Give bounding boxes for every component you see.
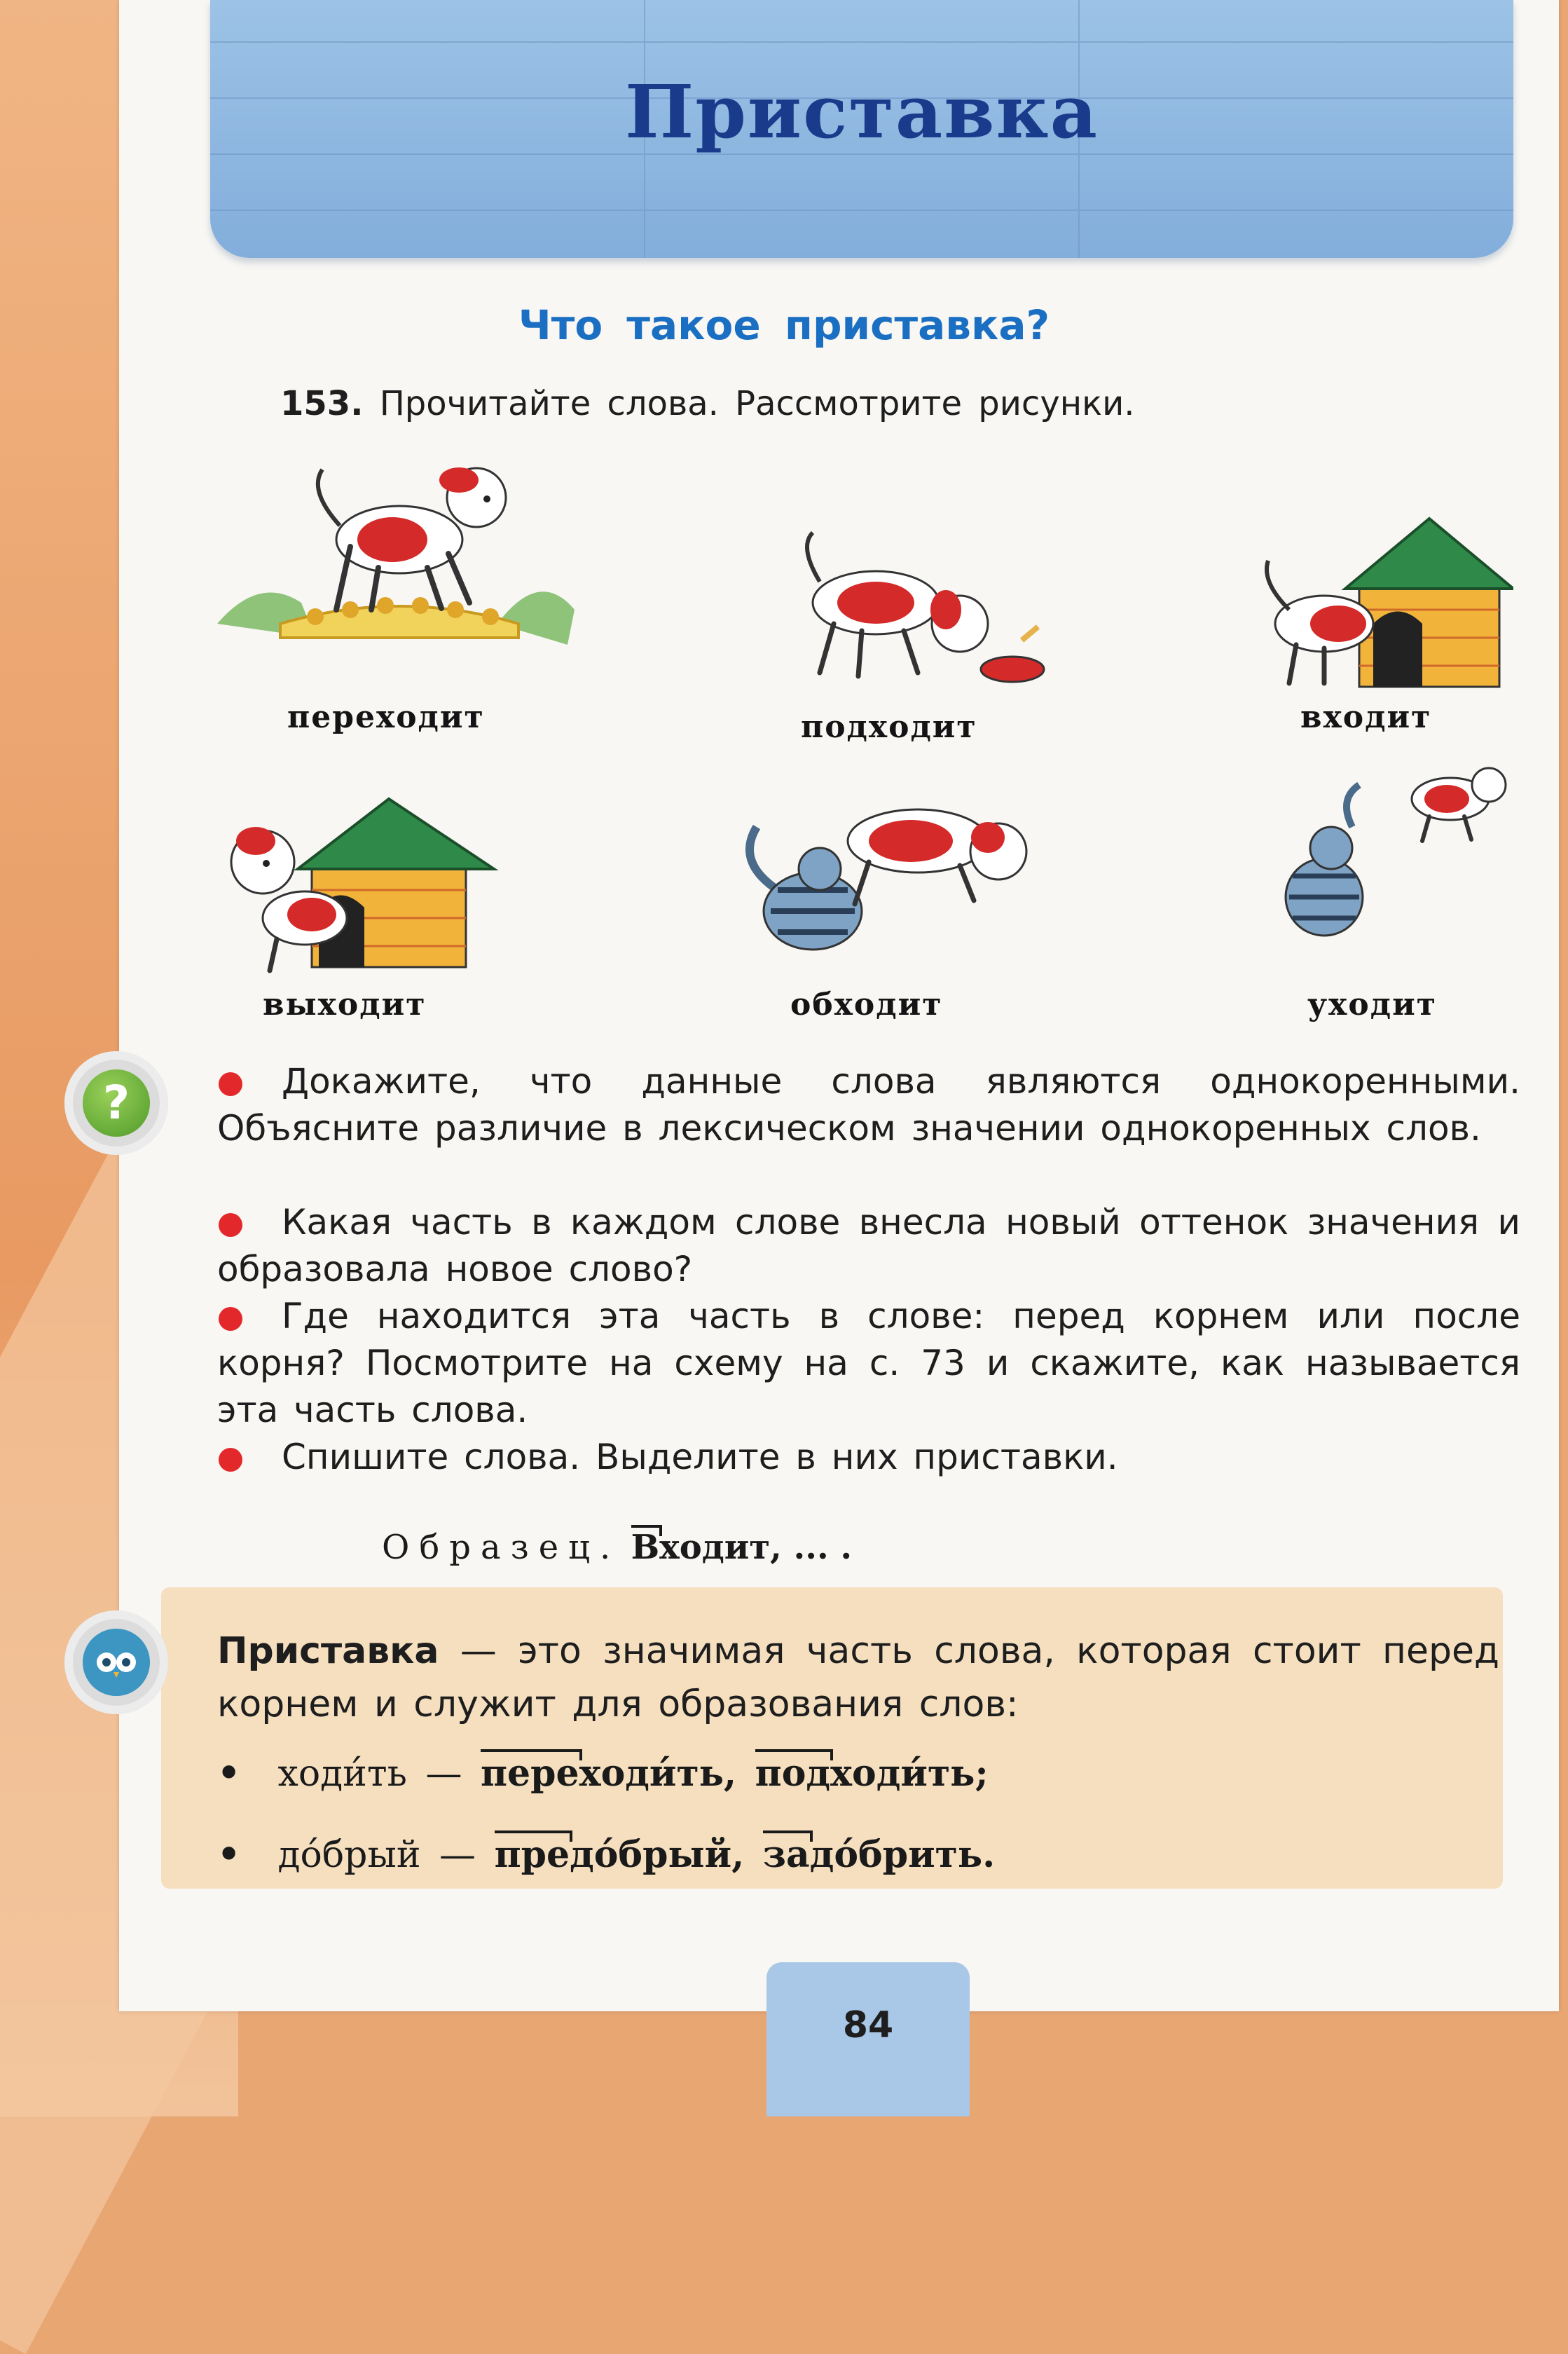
example-base: до́брый [277,1834,421,1876]
task-item: Докажите, что данные слова являются однокоренными. Объясните различие в лексическом значении однокоренных слов. [217,1061,1520,1149]
example-dash: — [425,1753,462,1795]
example-word: предо́брый, [494,1833,745,1876]
example-word: подходи́ть; [755,1752,989,1795]
example-bullet: • [217,1833,241,1876]
exercise-instruction [280,384,1135,423]
caption-3: входит [1300,699,1432,735]
exercise-number: 153. [280,384,364,423]
section-subtitle: Что такое приставка? [518,301,1050,349]
example-word: переходи́ть, [480,1752,737,1795]
sample-word [631,1528,853,1567]
bullet-dot [219,1307,242,1331]
caption-1: переходит [287,699,485,735]
rule-example-2 [217,1833,995,1876]
rule-example-1 [217,1752,989,1795]
example-bullet: • [217,1752,241,1795]
rule-definition [217,1624,1499,1731]
page-title: Приставка [625,69,1099,155]
sample-label: Образец. [382,1528,621,1567]
bullet-dot [219,1448,242,1472]
rule-body: — это значимая часть слова, которая стоит перед корнем и служит для образования слов: [217,1630,1499,1725]
page-number: 84 [842,2004,894,2046]
example-word: задо́брить. [762,1833,996,1876]
rule-term: Приставка [217,1630,439,1672]
caption-4: выходит [263,987,427,1022]
example-dash: — [439,1834,476,1876]
illustration-dog-crossing-bridge [217,449,582,659]
illustration-dog-leaving [1261,757,1513,946]
sample-prefix: В [631,1528,660,1567]
caption-6: уходит [1307,987,1437,1022]
sample-line [382,1528,852,1567]
illustration-dog-approaching-bowl [771,526,1065,687]
caption-5: обходит [790,987,943,1022]
page-number-tab [766,1962,970,2116]
task-item: Спишите слова. Выделите в них приставки. [217,1434,1520,1481]
bullet-dot [219,1072,242,1096]
sample-rest: ходит, ... . [659,1528,853,1567]
task-item: Где находится эта часть в слове: перед корнем или после корня? Посмотрите на схему на с. 73 и скажите, как называется эта часть слова. [217,1296,1520,1430]
example-base: ходи́ть [277,1753,407,1795]
bullet-dot [219,1213,242,1237]
owl-icon [64,1610,168,1714]
owl-icon-badge [83,1629,150,1696]
illustration-dog-going-around-cat [729,785,1037,967]
exercise-text: Прочитайте слова. Рассмотрите рисунки. [379,384,1135,423]
illustration-dog-entering-doghouse [1247,505,1513,694]
illustration-dog-leaving-doghouse [214,785,508,974]
question-icon [64,1051,168,1155]
task-list [217,1058,1520,1481]
question-icon-badge: ? [83,1069,150,1137]
task-item: Какая часть в каждом слове внесла новый оттенок значения и образовала новое слово? [217,1202,1520,1289]
caption-2: подходит [801,709,977,745]
title-banner [210,0,1513,258]
